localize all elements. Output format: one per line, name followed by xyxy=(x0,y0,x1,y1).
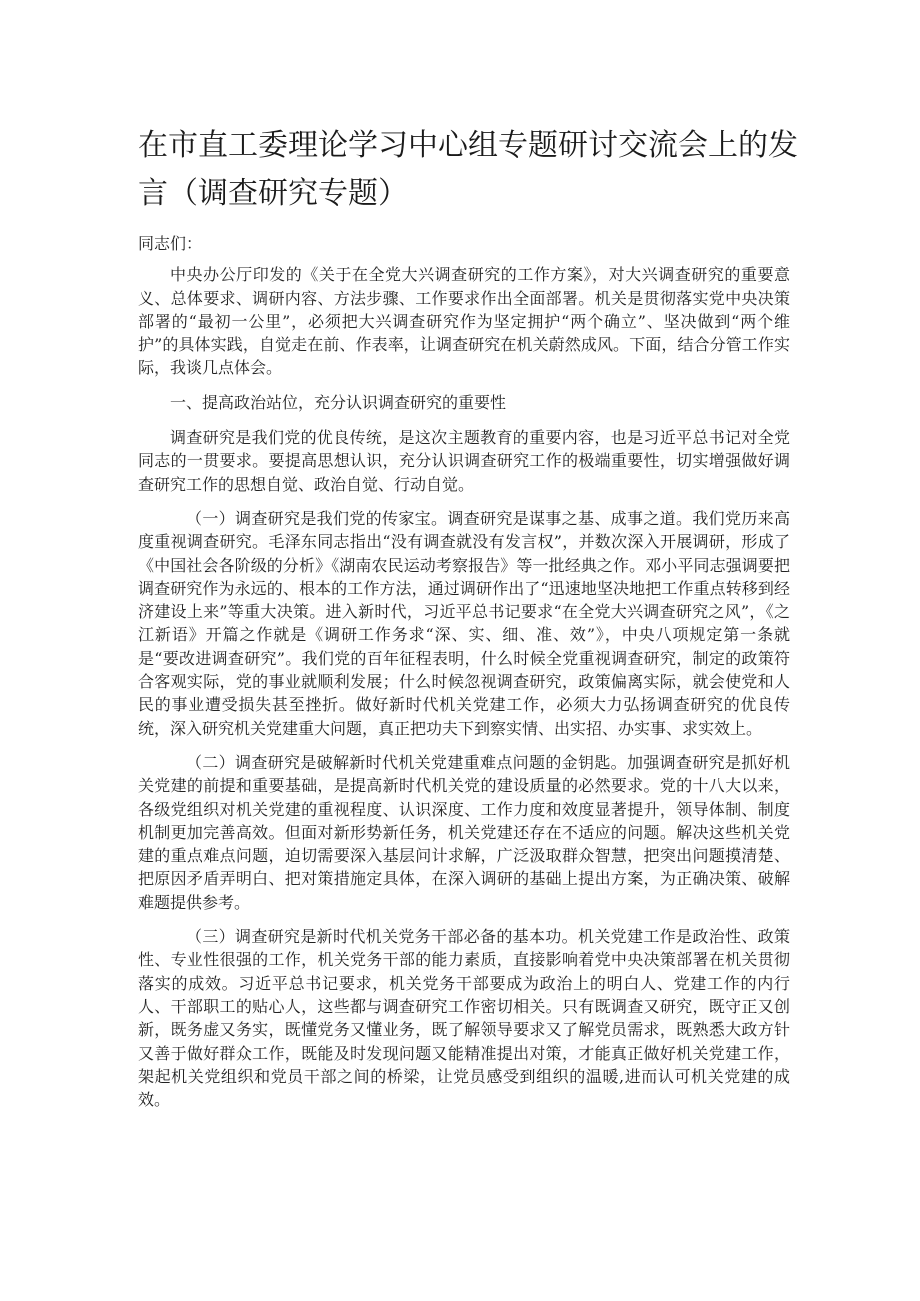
document-title: 在市直工委理论学习中心组专题研讨交流会上的发言（调查研究专题） xyxy=(138,128,798,211)
greeting: 同志们： xyxy=(138,234,203,253)
section-heading-1: 一、提高政治站位，充分认识调查研究的重要性 xyxy=(170,392,507,412)
intro-paragraph: 中央办公厅印发的《关于在全党大兴调查研究的工作方案》，对大兴调查研究的重要意义、总体要求、调研内容、方法步骤、工作要求作出全面部署。机关是贯彻落实党中央决策部署的“最初一公里”，必须把大兴调查研究作为坚定拥护“两个确立”、坚决做到“两个维护”的具体实践，自觉走在前、作表率，让调查研究在机关蔚然成风。下面，结合分管工作实际，我谈几点体会。 xyxy=(138,265,790,378)
document-body xyxy=(138,232,790,1122)
point-2-paragraph: （二）调查研究是破解新时代机关党建重难点问题的金钥匙。加强调查研究是抓好机关党建的前提和重要基础，是提高新时代机关党的建设质量的必然要求。党的十八大以来，各级党组织对机关党建的重视程度、认识深度、工作力度和效度显著提升，领导体制、制度机制更加完善高效。但面对新形势新任务，机关党建还存在不适应的问题。解决这些机关党建的重点难点问题，迫切需要深入基层问计求解，广泛汲取群众智慧，把突出问题摸清楚、把原因矛盾弄明白、把对策措施定具体，在深入调研的基础上提出方案，为正确决策、破解难题提供参考。 xyxy=(138,752,790,912)
point-1-paragraph: （一）调查研究是我们党的传家宝。调查研究是谋事之基、成事之道。我们党历来高度重视调查研究。毛泽东同志指出“没有调查就没有发言权”，并数次深入开展调研，形成了《中国社会各阶级的分析》《湖南农民运动考察报告》等一批经典之作。邓小平同志强调要把调查研究作为永远的、根本的工作方法，通过调研作出了“迅速地坚决地把工作重点转移到经济建设上来”等重大决策。进入新时代，习近平总书记要求“在全党大兴调查研究之风”，《之江新语》开篇之作就是《调研工作务求“深、实、细、准、效”》，中央八项规定第一条就是“要改进调查研究”。我们党的百年征程表明，什么时候全党重视调查研究，制定的政策符合客观实际，党的事业就顺利发展；什么时候忽视调查研究，政策偏离实际，就会使党和人民的事业遭受损失甚至挫折。做好新时代机关党建工作，必须大力弘扬调查研究的优良传统，深入研究机关党建重大问题，真正把功夫下到察实情、出实招、办实事、求实效上。 xyxy=(138,508,790,738)
point-3-paragraph: （三）调查研究是新时代机关党务干部必备的基本功。机关党建工作是政治性、政策性、专业性很强的工作，机关党务干部的能力素质，直接影响着党中央决策部署在机关贯彻落实的成效。习近平总书记要求，机关党务干部要成为政治上的明白人、党建工作的内行人、干部职工的贴心人，这些都与调查研究工作密切相关。只有既调查又研究，既守正又创新，既务虚又务实，既懂党务又懂业务，既了解领导要求又了解党员需求，既熟悉大政方针又善于做好群众工作，既能及时发现问题又能精准提出对策，才能真正做好机关党建工作，架起机关党组织和党员干部之间的桥梁，让党员感受到组织的温暖,进而认可机关党建的成效。 xyxy=(138,927,790,1110)
section-1-intro-paragraph: 调查研究是我们党的优良传统，是这次主题教育的重要内容，也是习近平总书记对全党同志的一贯要求。要提高思想认识，充分认识调查研究工作的极端重要性，切实增强做好调查研究工作的思想自觉、政治自觉、行动自觉。 xyxy=(138,428,790,494)
